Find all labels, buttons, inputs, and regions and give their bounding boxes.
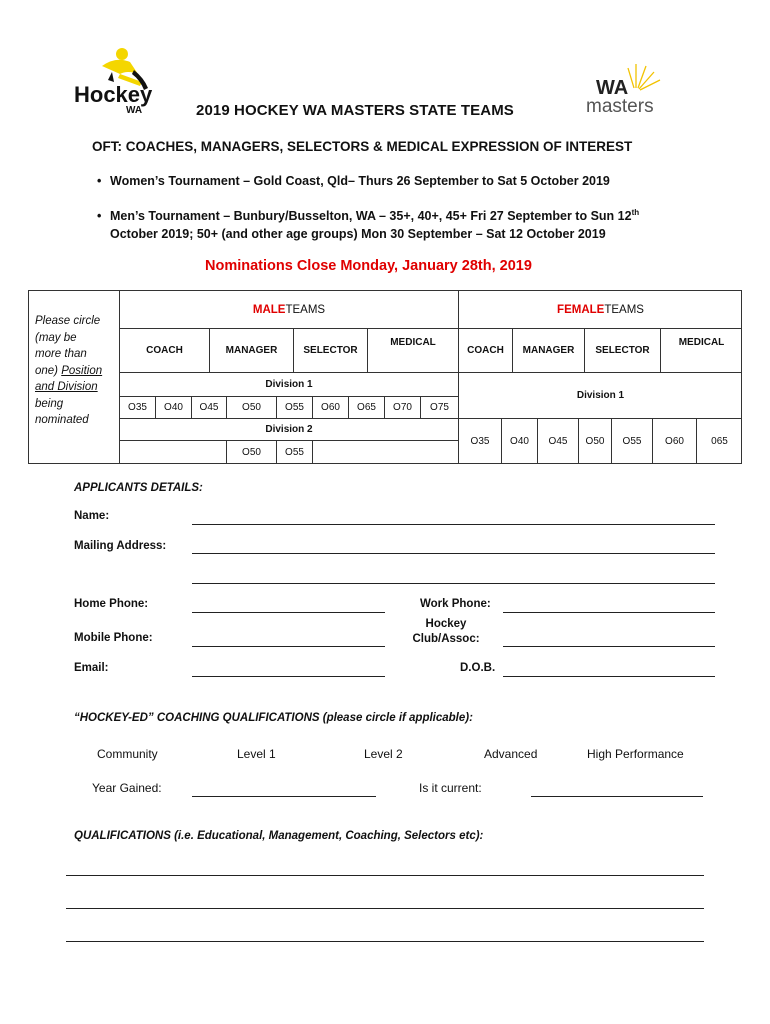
wa-masters-logo-icon	[576, 62, 676, 116]
female-division1-label: Division 1	[459, 373, 742, 419]
hockey-wa-logo	[72, 44, 172, 114]
female-medical[interactable]: MEDICAL	[661, 329, 742, 373]
option-high-performance[interactable]: High Performance	[587, 747, 684, 761]
mens-tournament-line2: October 2019; 50+ (and other age groups) Mon 30 September – Sat 12 October 2019	[110, 227, 606, 241]
male-teams-header: MALE TEAMS	[120, 291, 459, 329]
male-div1-age[interactable]: O45	[192, 397, 227, 419]
male-medical[interactable]: MEDICAL	[368, 329, 459, 373]
positions-table	[28, 290, 742, 464]
name-label: Name:	[74, 510, 110, 522]
female-selector[interactable]: SELECTOR	[585, 329, 661, 373]
male-div1-age[interactable]: O70	[385, 397, 421, 419]
male-division1-label: Division 1	[120, 373, 459, 397]
is-current-line[interactable]	[531, 796, 703, 797]
female-div1-age[interactable]: 065	[711, 435, 728, 447]
male-div2-blank	[313, 441, 459, 463]
dob-label: D.O.B.	[460, 662, 496, 674]
female-div1-age[interactable]: O60	[653, 419, 697, 463]
male-div1-age[interactable]: O75	[421, 397, 459, 419]
male-div1-age[interactable]: O60	[313, 397, 349, 419]
work-phone-line[interactable]	[503, 612, 715, 613]
work-phone-label: Work Phone:	[420, 598, 491, 610]
svg-text:masters: masters	[586, 96, 654, 116]
female-manager[interactable]: MANAGER	[513, 329, 585, 373]
name-input-line[interactable]	[192, 524, 715, 525]
qualifications-line1[interactable]	[66, 875, 704, 876]
mens-sup: th	[631, 208, 640, 217]
mobile-phone-label: Mobile Phone:	[74, 632, 153, 644]
page-title: 2019 HOCKEY WA MASTERS STATE TEAMS	[196, 102, 514, 119]
home-phone-label: Home Phone:	[74, 598, 149, 610]
nominations-close: Nominations Close Monday, January 28th, 2019	[205, 258, 532, 274]
female-teams-header: FEMALE TEAMS	[459, 291, 742, 329]
male-coach[interactable]: COACH	[120, 329, 210, 373]
female-div1-age[interactable]: O45	[538, 419, 579, 463]
male-div2-blank	[120, 441, 227, 463]
bullet-mens	[97, 207, 640, 243]
male-div1-age[interactable]: O35	[120, 397, 156, 419]
bullet-icon: •	[97, 174, 102, 188]
qualifications-heading: QUALIFICATIONS (i.e. Educational, Management, Coaching, Selectors etc):	[74, 830, 484, 842]
bullet-womens	[97, 174, 610, 188]
dob-line[interactable]	[503, 676, 715, 677]
womens-tournament-text: Women’s Tournament – Gold Coast, Qld– Thurs 26 September to Sat 5 October 2019	[110, 174, 610, 188]
wa-masters-logo	[576, 62, 676, 116]
qualifications-line2[interactable]	[66, 908, 704, 909]
note-text: Please circle (may be more than one) Position and Division being nominated	[35, 315, 103, 426]
svg-text:Hockey: Hockey	[74, 82, 153, 107]
female-div1-age[interactable]: O50	[579, 419, 612, 463]
male-selector[interactable]: SELECTOR	[294, 329, 368, 373]
is-current-label: Is it current:	[419, 781, 482, 795]
email-label: Email:	[74, 662, 109, 674]
page-subtitle: OFT: COACHES, MANAGERS, SELECTORS & MEDICAL EXPRESSION OF INTEREST	[92, 139, 633, 154]
option-community[interactable]: Community	[97, 747, 158, 761]
male-division2-label: Division 2	[120, 419, 459, 441]
female-div1-age[interactable]: O35	[459, 419, 502, 463]
option-level-2[interactable]: Level 2	[364, 747, 403, 761]
female-div1-age[interactable]: O40	[502, 419, 538, 463]
mens-tournament-line1: Men’s Tournament – Bunbury/Busselton, WA – 35+, 40+, 45+ Fri 27 September to Sun 12	[110, 209, 632, 223]
male-div2-age[interactable]: O55	[277, 441, 313, 463]
mobile-phone-line[interactable]	[192, 646, 385, 647]
year-gained-label: Year Gained:	[92, 781, 162, 795]
club-label: Hockey Club/Assoc:	[412, 618, 480, 645]
hockey-wa-logo-icon	[72, 44, 172, 114]
mailing-address-line1[interactable]	[192, 553, 715, 554]
year-gained-line[interactable]	[192, 796, 376, 797]
male-manager[interactable]: MANAGER	[210, 329, 294, 373]
male-div2-age[interactable]: O50	[227, 441, 277, 463]
applicants-heading: APPLICANTS DETAILS:	[74, 482, 203, 494]
svg-text:WA: WA	[596, 77, 629, 99]
qualifications-line3[interactable]	[66, 941, 704, 942]
option-level-1[interactable]: Level 1	[237, 747, 276, 761]
email-line[interactable]	[192, 676, 385, 677]
male-div1-age[interactable]: O65	[349, 397, 385, 419]
club-line[interactable]	[503, 646, 715, 647]
option-advanced[interactable]: Advanced	[484, 747, 538, 761]
male-div1-age[interactable]: O55	[277, 397, 313, 419]
coaching-heading: “HOCKEY-ED” COACHING QUALIFICATIONS (please circle if applicable):	[74, 712, 473, 724]
mailing-address-line2[interactable]	[192, 583, 715, 584]
female-coach[interactable]: COACH	[459, 329, 513, 373]
bullet-icon: •	[97, 209, 102, 223]
home-phone-line[interactable]	[192, 612, 385, 613]
female-div1-age[interactable]: O55	[612, 419, 653, 463]
mailing-address-label: Mailing Address:	[74, 540, 167, 552]
male-div1-age[interactable]: O40	[156, 397, 192, 419]
svg-text:WA: WA	[126, 105, 143, 114]
male-div1-age[interactable]: O50	[227, 397, 277, 419]
